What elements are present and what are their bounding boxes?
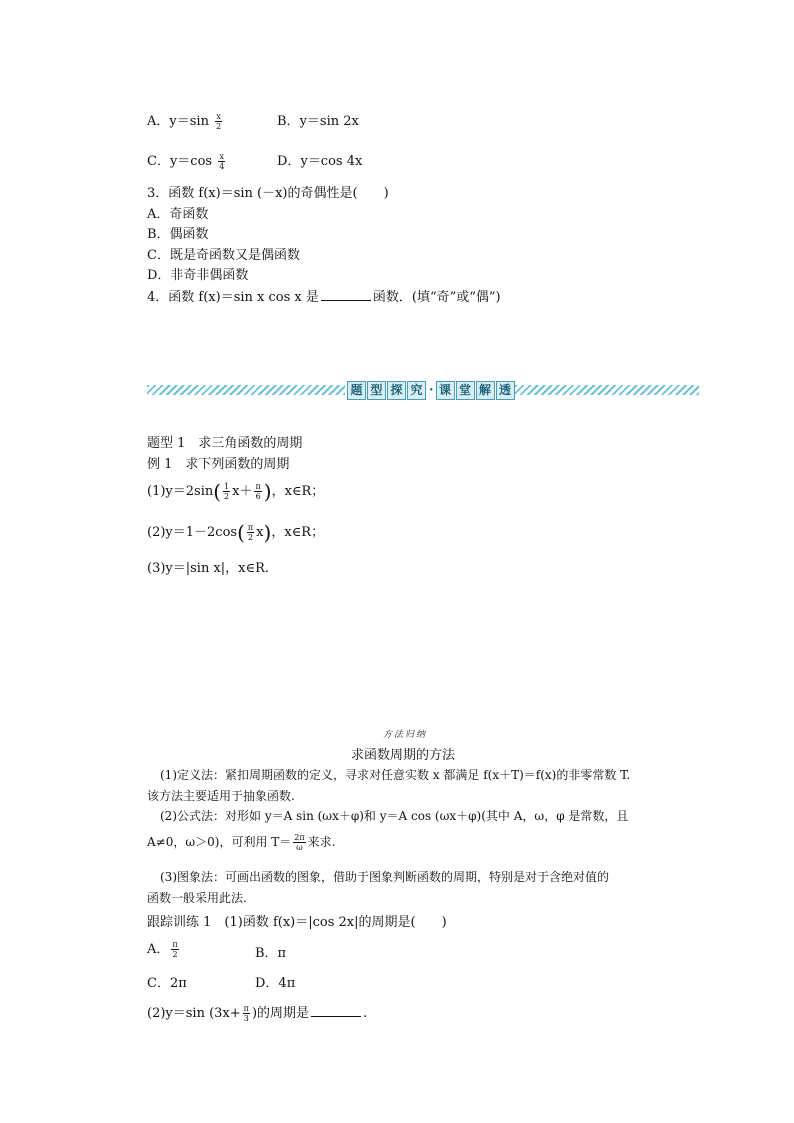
q4-stem <box>147 286 501 305</box>
item-text: (2)y＝1－2cos <box>147 525 238 540</box>
q3-option: C．既是奇函数又是偶函数 <box>147 248 300 263</box>
option-label: A． <box>147 942 170 957</box>
banner-char: 题 <box>347 381 366 400</box>
question-text: )的周期是 <box>251 1006 310 1021</box>
method-heading-small: 方法归纳 <box>383 730 428 740</box>
item-text: x＋ <box>232 484 253 499</box>
method-p1-line2: 该方法主要适用于抽象函数. <box>147 789 295 803</box>
q4-suffix: 函数．(填“奇”或“偶”) <box>372 290 501 305</box>
q3-option: B．偶函数 <box>147 227 209 242</box>
numerator: π <box>247 523 254 532</box>
banner-hatch-left <box>147 385 345 395</box>
denominator: 2 <box>172 950 178 959</box>
item-text: (1)y＝2sin <box>147 484 214 499</box>
denominator: 2 <box>224 492 230 501</box>
q3-option: A．奇函数 <box>147 207 209 222</box>
left-paren: ( <box>213 479 222 504</box>
fraction <box>293 833 305 852</box>
right-paren: ) <box>263 520 272 545</box>
numerator: 1 <box>224 482 230 491</box>
item-text: x <box>256 525 264 540</box>
right-paren: ) <box>263 479 272 504</box>
option-label: A． <box>147 114 170 129</box>
answer-blank <box>311 1005 361 1017</box>
fraction <box>218 152 225 171</box>
example-item-1 <box>147 480 324 502</box>
fraction <box>215 112 222 131</box>
numerator: x <box>216 112 221 121</box>
section-banner <box>147 380 699 400</box>
banner-char: 解 <box>476 381 495 400</box>
q2-option-c <box>147 150 227 171</box>
item-text: ，x∈R； <box>271 525 325 540</box>
training-option-c: C．2π <box>147 976 187 991</box>
method-p3-line1: (3)图象法：可画出函数的图象，借助于图象判断函数的周期，特别是对于含绝对值的 <box>160 870 610 884</box>
training-title: 跟踪训练 1 (1)函数 f(x)＝|cos 2x|的周期是( ) <box>147 915 447 930</box>
option-text: y＝sin <box>169 114 209 129</box>
numerator: π <box>243 1004 249 1013</box>
banner-hatch-right <box>515 385 699 395</box>
fraction <box>171 940 178 959</box>
method-p2-line2 <box>147 833 335 852</box>
banner-title <box>347 380 516 400</box>
banner-char: 究 <box>407 381 426 400</box>
training-option-a <box>147 938 181 959</box>
example-item-2 <box>147 521 324 543</box>
fraction <box>254 482 261 501</box>
training-question-2 <box>147 1002 367 1023</box>
numerator: 2π <box>294 833 305 842</box>
banner-char: 探 <box>387 381 406 400</box>
training-option-d: D．4π <box>255 976 296 991</box>
fraction <box>243 1004 250 1023</box>
q2-option-a <box>147 110 224 131</box>
option-text: y＝cos 4x <box>300 154 363 169</box>
question-text: . <box>363 1006 368 1021</box>
denominator: 2 <box>247 533 254 542</box>
numerator: π <box>255 482 261 491</box>
numerator: x <box>219 152 225 161</box>
banner-char: 课 <box>436 381 455 400</box>
example-item-3: (3)y＝|sin x|，x∈R. <box>147 561 270 576</box>
question-text: (2)y＝sin (3x+ <box>147 1006 241 1021</box>
method-text: 来求. <box>307 835 336 849</box>
q3-option: D．非奇非偶函数 <box>147 268 249 283</box>
option-text: y＝sin 2x <box>299 114 359 129</box>
method-text: A≠0，ω＞0)，可利用 T＝ <box>147 835 292 849</box>
q3-stem: 3．函数 f(x)＝sin (－x)的奇偶性是( ) <box>147 186 389 201</box>
item-text: ，x∈R； <box>271 484 325 499</box>
fraction <box>223 482 230 501</box>
denominator: 2 <box>216 122 222 131</box>
option-label: C． <box>147 154 170 169</box>
banner-dot: · <box>429 382 434 398</box>
option-label: B． <box>277 114 300 129</box>
answer-blank <box>321 289 371 301</box>
method-heading: 求函数周期的方法 <box>351 748 456 763</box>
denominator: 3 <box>243 1014 249 1023</box>
left-paren: ( <box>237 520 245 545</box>
option-text: y＝cos <box>169 154 213 169</box>
q4-prefix: 4．函数 f(x)＝sin x cos x 是 <box>147 290 319 305</box>
fraction <box>247 523 254 542</box>
banner-char: 型 <box>367 381 386 400</box>
q2-option-d <box>277 150 362 169</box>
training-option-b: B．π <box>255 946 287 961</box>
method-p2-line1: (2)公式法：对形如 y＝A sin (ωx＋φ)和 y＝A cos (ωx＋φ)(其中 A，ω，φ 是常数，且 <box>160 809 629 823</box>
denominator: 6 <box>255 492 261 501</box>
numerator: π <box>172 940 178 949</box>
q2-option-b <box>277 110 359 129</box>
example-title: 例 1 求下列函数的周期 <box>147 457 290 472</box>
method-p1-line1: (1)定义法：紧扣周期函数的定义，寻求对任意实数 x 都满足 f(x＋T)＝f(x)的非零常数 T. <box>160 768 631 782</box>
method-p3-line2: 函数一般采用此法. <box>147 891 247 905</box>
denominator: 4 <box>219 162 225 171</box>
banner-char: 堂 <box>456 381 475 400</box>
type-title: 题型 1 求三角函数的周期 <box>147 436 303 451</box>
denominator: ω <box>296 843 303 852</box>
banner-char: 透 <box>496 381 515 400</box>
option-label: D． <box>277 154 301 169</box>
